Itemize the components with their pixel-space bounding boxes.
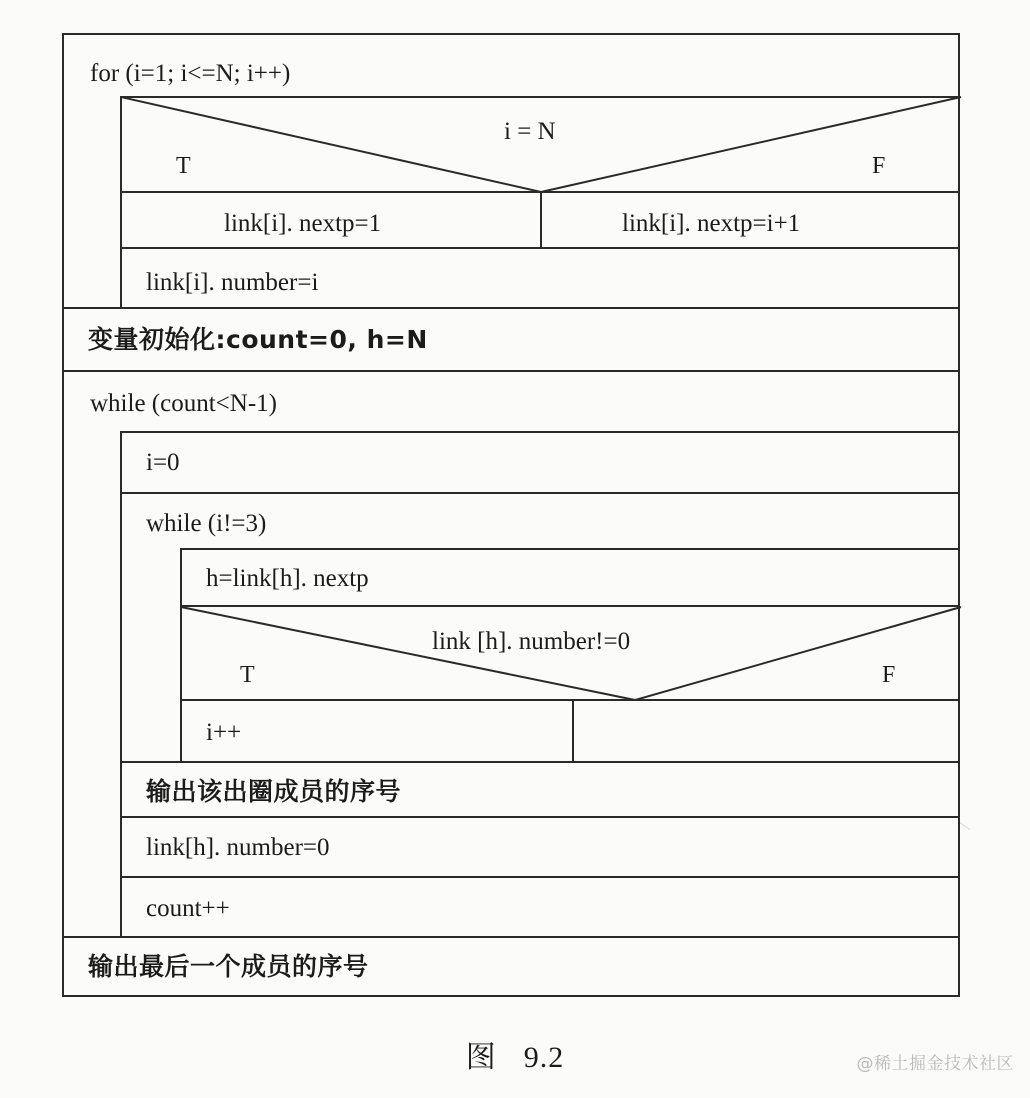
for-loop-header: for (i=1; i<=N; i++) bbox=[90, 60, 291, 87]
stmt-link-number-zero-bottom-border bbox=[120, 876, 960, 878]
init-vars-bottom-border bbox=[64, 370, 960, 372]
while-outer-header: while (count<N-1) bbox=[90, 390, 277, 417]
nassi-shneiderman-chart bbox=[62, 33, 960, 997]
while-outer-body-rail bbox=[120, 432, 122, 937]
decision-1-false-branch: link[i]. nextp=i+1 bbox=[622, 210, 801, 237]
figure-caption-number: 9.2 bbox=[523, 1041, 565, 1074]
decision-2-condition: link [h]. number!=0 bbox=[432, 628, 631, 655]
stmt-count-increment: count++ bbox=[146, 895, 230, 922]
while-inner-bottom-border bbox=[120, 761, 960, 763]
decision-2-true-label: T bbox=[240, 662, 255, 688]
stmt-init-vars: 变量初始化:count=0, h=N bbox=[88, 325, 428, 354]
stmt-link-number-i: link[i]. number=i bbox=[146, 269, 319, 296]
decision-2-branch-split bbox=[572, 700, 574, 762]
for-block-bottom-border bbox=[64, 307, 960, 309]
stmt-i-zero-bottom-border bbox=[120, 492, 960, 494]
decision-1-false-label: F bbox=[872, 153, 886, 179]
while-inner-header: while (i!=3) bbox=[146, 510, 267, 537]
stmt-print-member-bottom-border bbox=[120, 816, 960, 818]
decision-1-condition: i = N bbox=[504, 118, 556, 145]
while-outer-body-top-border bbox=[120, 431, 960, 433]
decision-2-true-branch: i++ bbox=[206, 719, 242, 746]
stmt-link-number-zero: link[h]. number=0 bbox=[146, 834, 330, 861]
decision-diagonals-1 bbox=[120, 96, 962, 194]
figure-caption-label: 图 bbox=[465, 1040, 498, 1075]
while-outer-bottom-border bbox=[64, 936, 960, 938]
decision-1-branch-split bbox=[540, 192, 542, 249]
while-inner-body-top-border bbox=[180, 548, 960, 550]
decision-1-true-label: T bbox=[176, 153, 191, 179]
stmt-h-nextp: h=link[h]. nextp bbox=[206, 565, 369, 592]
stmt-print-last: 输出最后一个成员的序号 bbox=[88, 952, 369, 981]
decision-2-bottom-border bbox=[180, 699, 960, 701]
decision-2-false-label: F bbox=[882, 662, 896, 688]
decision-1-branches-bottom-border bbox=[120, 247, 960, 249]
watermark: @稀土掘金技术社区 bbox=[856, 1054, 1014, 1074]
stmt-print-member: 输出该出圈成员的序号 bbox=[146, 777, 402, 806]
decision-1-true-branch: link[i]. nextp=1 bbox=[224, 210, 382, 237]
stmt-i-zero: i=0 bbox=[146, 449, 180, 476]
